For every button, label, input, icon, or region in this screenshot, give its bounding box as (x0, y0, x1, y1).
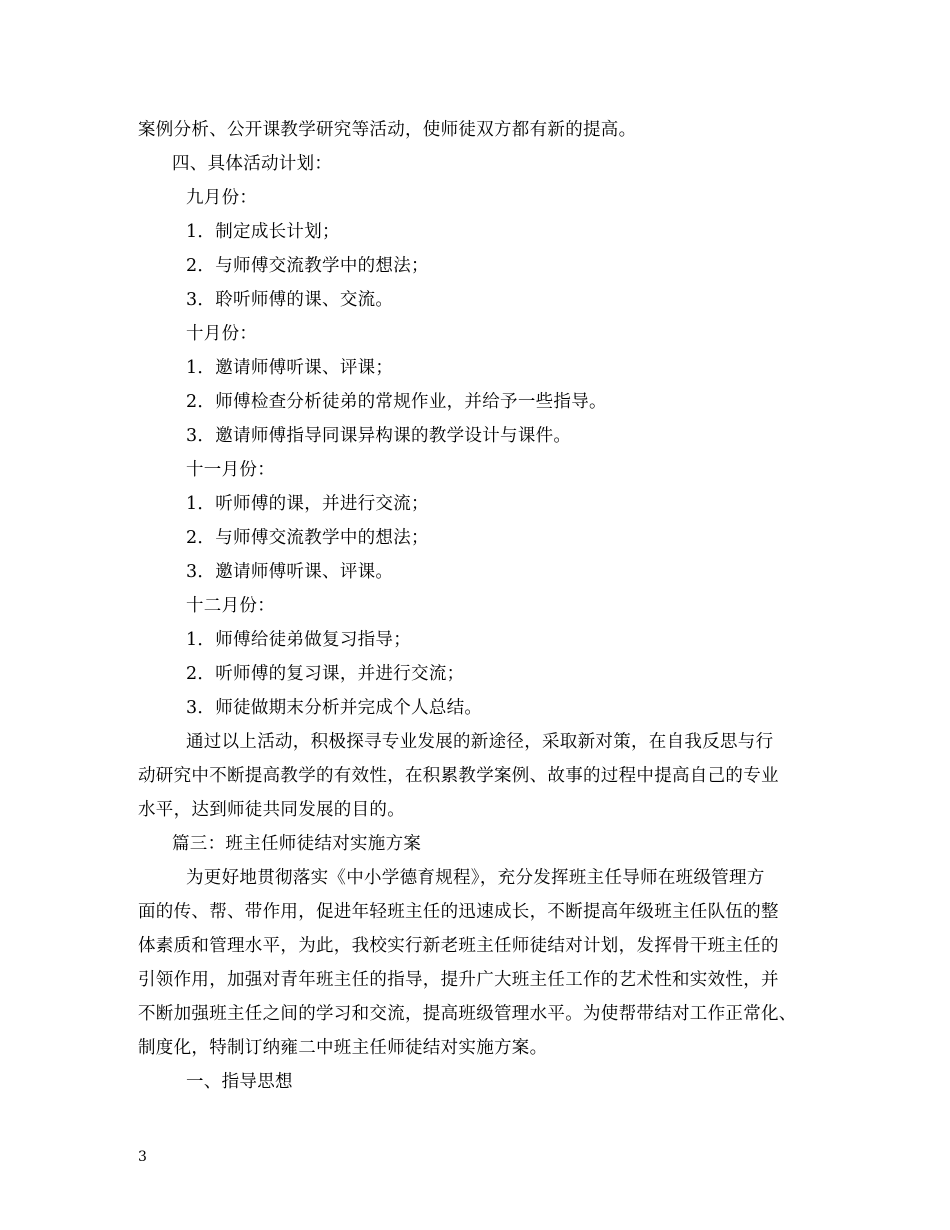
month-heading: 十一月份： (186, 460, 275, 480)
page-number: 3 (138, 1149, 147, 1165)
list-item: 2．与师傅交流教学中的想法； (186, 256, 429, 276)
list-item: 3．聆听师傅的课、交流。 (186, 290, 394, 310)
month-heading: 九月份： (186, 188, 258, 208)
paragraph-line: 面的传、帮、带作用，促进年轻班主任的迅速成长，不断提高年级班主任队伍的整 (138, 902, 779, 922)
list-item: 1．邀请师傅听课、评课； (186, 358, 394, 378)
list-item: 3．邀请师傅听课、评课。 (186, 562, 394, 582)
section-heading: 四、具体活动计划： (172, 154, 333, 174)
section-heading: 一、指导思想 (186, 1072, 293, 1092)
list-item: 3．邀请师傅指导同课异构课的教学设计与课件。 (186, 426, 572, 446)
paragraph-line: 通过以上活动，积极探寻专业发展的新途径，采取新对策，在自我反思与行 (186, 732, 774, 752)
paragraph-line: 为更好地贯彻落实《中小学德育规程》，充分发挥班主任导师在班级管理方 (186, 868, 765, 888)
list-item: 2．师傅检查分析徒弟的常规作业，并给予一些指导。 (186, 392, 607, 412)
list-item: 3．师徒做期末分析并完成个人总结。 (186, 698, 483, 718)
paragraph-line: 体素质和管理水平，为此，我校实行新老班主任师徒结对计划，发挥骨干班主任的 (138, 936, 779, 956)
month-heading: 十月份： (186, 324, 258, 344)
list-item: 2．与师傅交流教学中的想法； (186, 528, 429, 548)
text-line: 案例分析、公开课教学研究等活动，使师徒双方都有新的提高。 (138, 120, 637, 140)
paragraph-line: 水平，达到师徒共同发展的目的。 (138, 800, 405, 820)
list-item: 1．听师傅的课，并进行交流； (186, 494, 429, 514)
paragraph-line: 不断加强班主任之间的学习和交流，提高班级管理水平。为使帮带结对工作正常化、 (138, 1004, 797, 1024)
paragraph-line: 动研究中不断提高教学的有效性，在积累教学案例、故事的过程中提高自己的专业 (138, 766, 779, 786)
list-item: 1．师傅给徒弟做复习指导； (186, 630, 412, 650)
paragraph-line: 制度化，特制订纳雍二中班主任师徒结对实施方案。 (138, 1038, 548, 1058)
list-item: 1．制定成长计划； (186, 222, 340, 242)
chapter-title: 篇三：班主任师徒结对实施方案 (172, 834, 422, 854)
month-heading: 十二月份： (186, 596, 275, 616)
list-item: 2．听师傅的复习课，并进行交流； (186, 664, 465, 684)
paragraph-line: 引领作用，加强对青年班主任的指导，提升广大班主任工作的艺术性和实效性，并 (138, 970, 779, 990)
